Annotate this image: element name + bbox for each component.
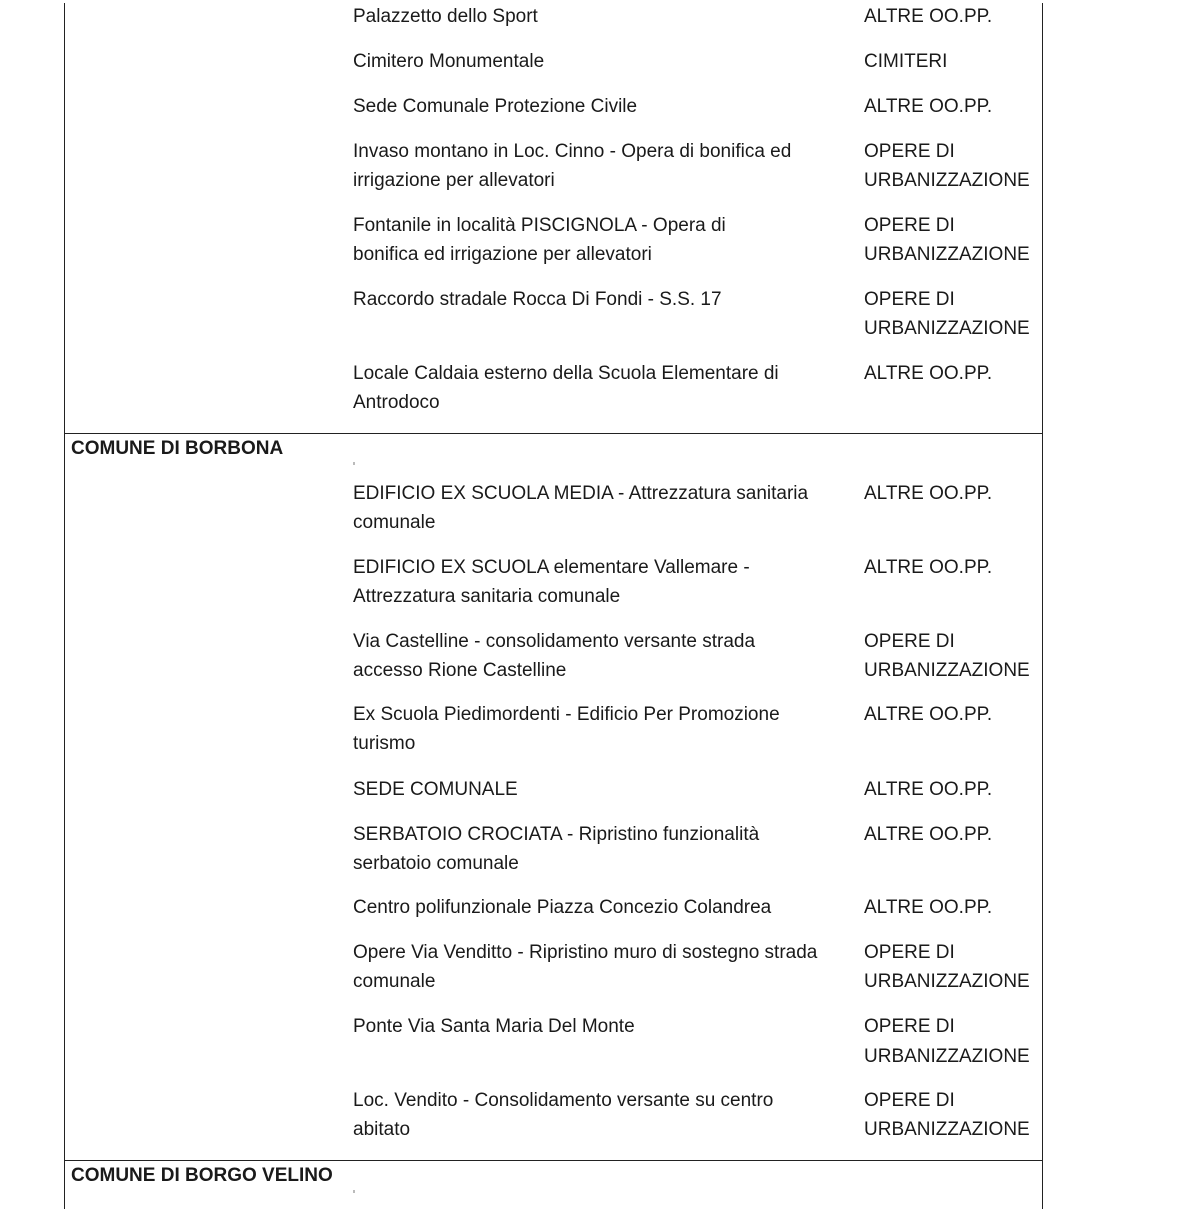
table-row-category: OPERE DI [864,141,955,162]
table-row-name-cont: bonifica ed irrigazione per allevatori [353,244,652,265]
table-row-category: ALTRE OO.PP. [864,779,993,800]
table-row-name-cont: turismo [353,733,416,754]
table-row-name-cont: comunale [353,512,436,533]
section-comune-title: COMUNE DI BORBONA [71,438,284,459]
table-row-category: ALTRE OO.PP. [864,6,993,27]
table-row-name: Raccordo stradale Rocca Di Fondi - S.S. 17 [353,289,722,310]
table-row-name: Palazzetto dello Sport [353,6,538,27]
table-row-name-cont: serbatoio comunale [353,853,519,874]
cell-marker [353,462,355,465]
table-row-name: SEDE COMUNALE [353,779,518,800]
table-row-category: OPERE DI [864,289,955,310]
table-row-category: OPERE DI [864,1090,955,1111]
table-row-name: EDIFICIO EX SCUOLA MEDIA - Attrezzatura sanitaria [353,483,809,504]
table-row-name: EDIFICIO EX SCUOLA elementare Vallemare - [353,557,750,578]
table-row-category-cont: URBANIZZAZIONE [864,170,1030,191]
table-row-name-cont: accesso Rione Castelline [353,660,567,681]
table-row-name: Ponte Via Santa Maria Del Monte [353,1016,635,1037]
table-row-category: ALTRE OO.PP. [864,824,993,845]
cell-marker [353,1190,355,1193]
table-row-name: Fontanile in località PISCIGNOLA - Opera di [353,215,726,236]
table-left-border [64,3,65,1209]
table-row-category: ALTRE OO.PP. [864,483,993,504]
table-row-category: OPERE DI [864,631,955,652]
table-row-name-cont: abitato [353,1119,411,1140]
table-row-name: SERBATOIO CROCIATA - Ripristino funzionalità [353,824,760,845]
table-row-name-cont: irrigazione per allevatori [353,170,555,191]
table-row-category-cont: URBANIZZAZIONE [864,244,1030,265]
table-row-category-cont: URBANIZZAZIONE [864,660,1030,681]
table-row-category: ALTRE OO.PP. [864,363,993,384]
table-row-name: Centro polifunzionale Piazza Concezio Colandrea [353,897,772,918]
table-row-name: Invaso montano in Loc. Cinno - Opera di bonifica ed [353,141,792,162]
table-right-border [1042,3,1043,1209]
table-row-category: OPERE DI [864,942,955,963]
table-row-category: OPERE DI [864,1016,955,1037]
table-row-category: ALTRE OO.PP. [864,557,993,578]
table-row-category: ALTRE OO.PP. [864,897,993,918]
table-row-name: Cimitero Monumentale [353,51,545,72]
table-row-name-cont: comunale [353,971,436,992]
table-row-name: Opere Via Venditto - Ripristino muro di sostegno strada [353,942,818,963]
table-row-category: CIMITERI [864,51,948,72]
table-row-category-cont: URBANIZZAZIONE [864,1046,1030,1067]
table-row-category: ALTRE OO.PP. [864,704,993,725]
table-row-name-cont: Attrezzatura sanitaria comunale [353,586,621,607]
table-row-name: Loc. Vendito - Consolidamento versante su centro [353,1090,774,1111]
table-row-name: Via Castelline - consolidamento versante strada [353,631,756,652]
table-row-name: Locale Caldaia esterno della Scuola Elementare di [353,363,779,384]
table-row-category: OPERE DI [864,215,955,236]
table-row-category: ALTRE OO.PP. [864,96,993,117]
table-row-category-cont: URBANIZZAZIONE [864,318,1030,339]
section-comune-title: COMUNE DI BORGO VELINO [71,1165,333,1186]
table-row-name-cont: Antrodoco [353,392,440,413]
table-row-category-cont: URBANIZZAZIONE [864,1119,1030,1140]
table-row-name: Ex Scuola Piedimordenti - Edificio Per Promozione [353,704,780,725]
table-row-name: Sede Comunale Protezione Civile [353,96,638,117]
table-row-category-cont: URBANIZZAZIONE [864,971,1030,992]
